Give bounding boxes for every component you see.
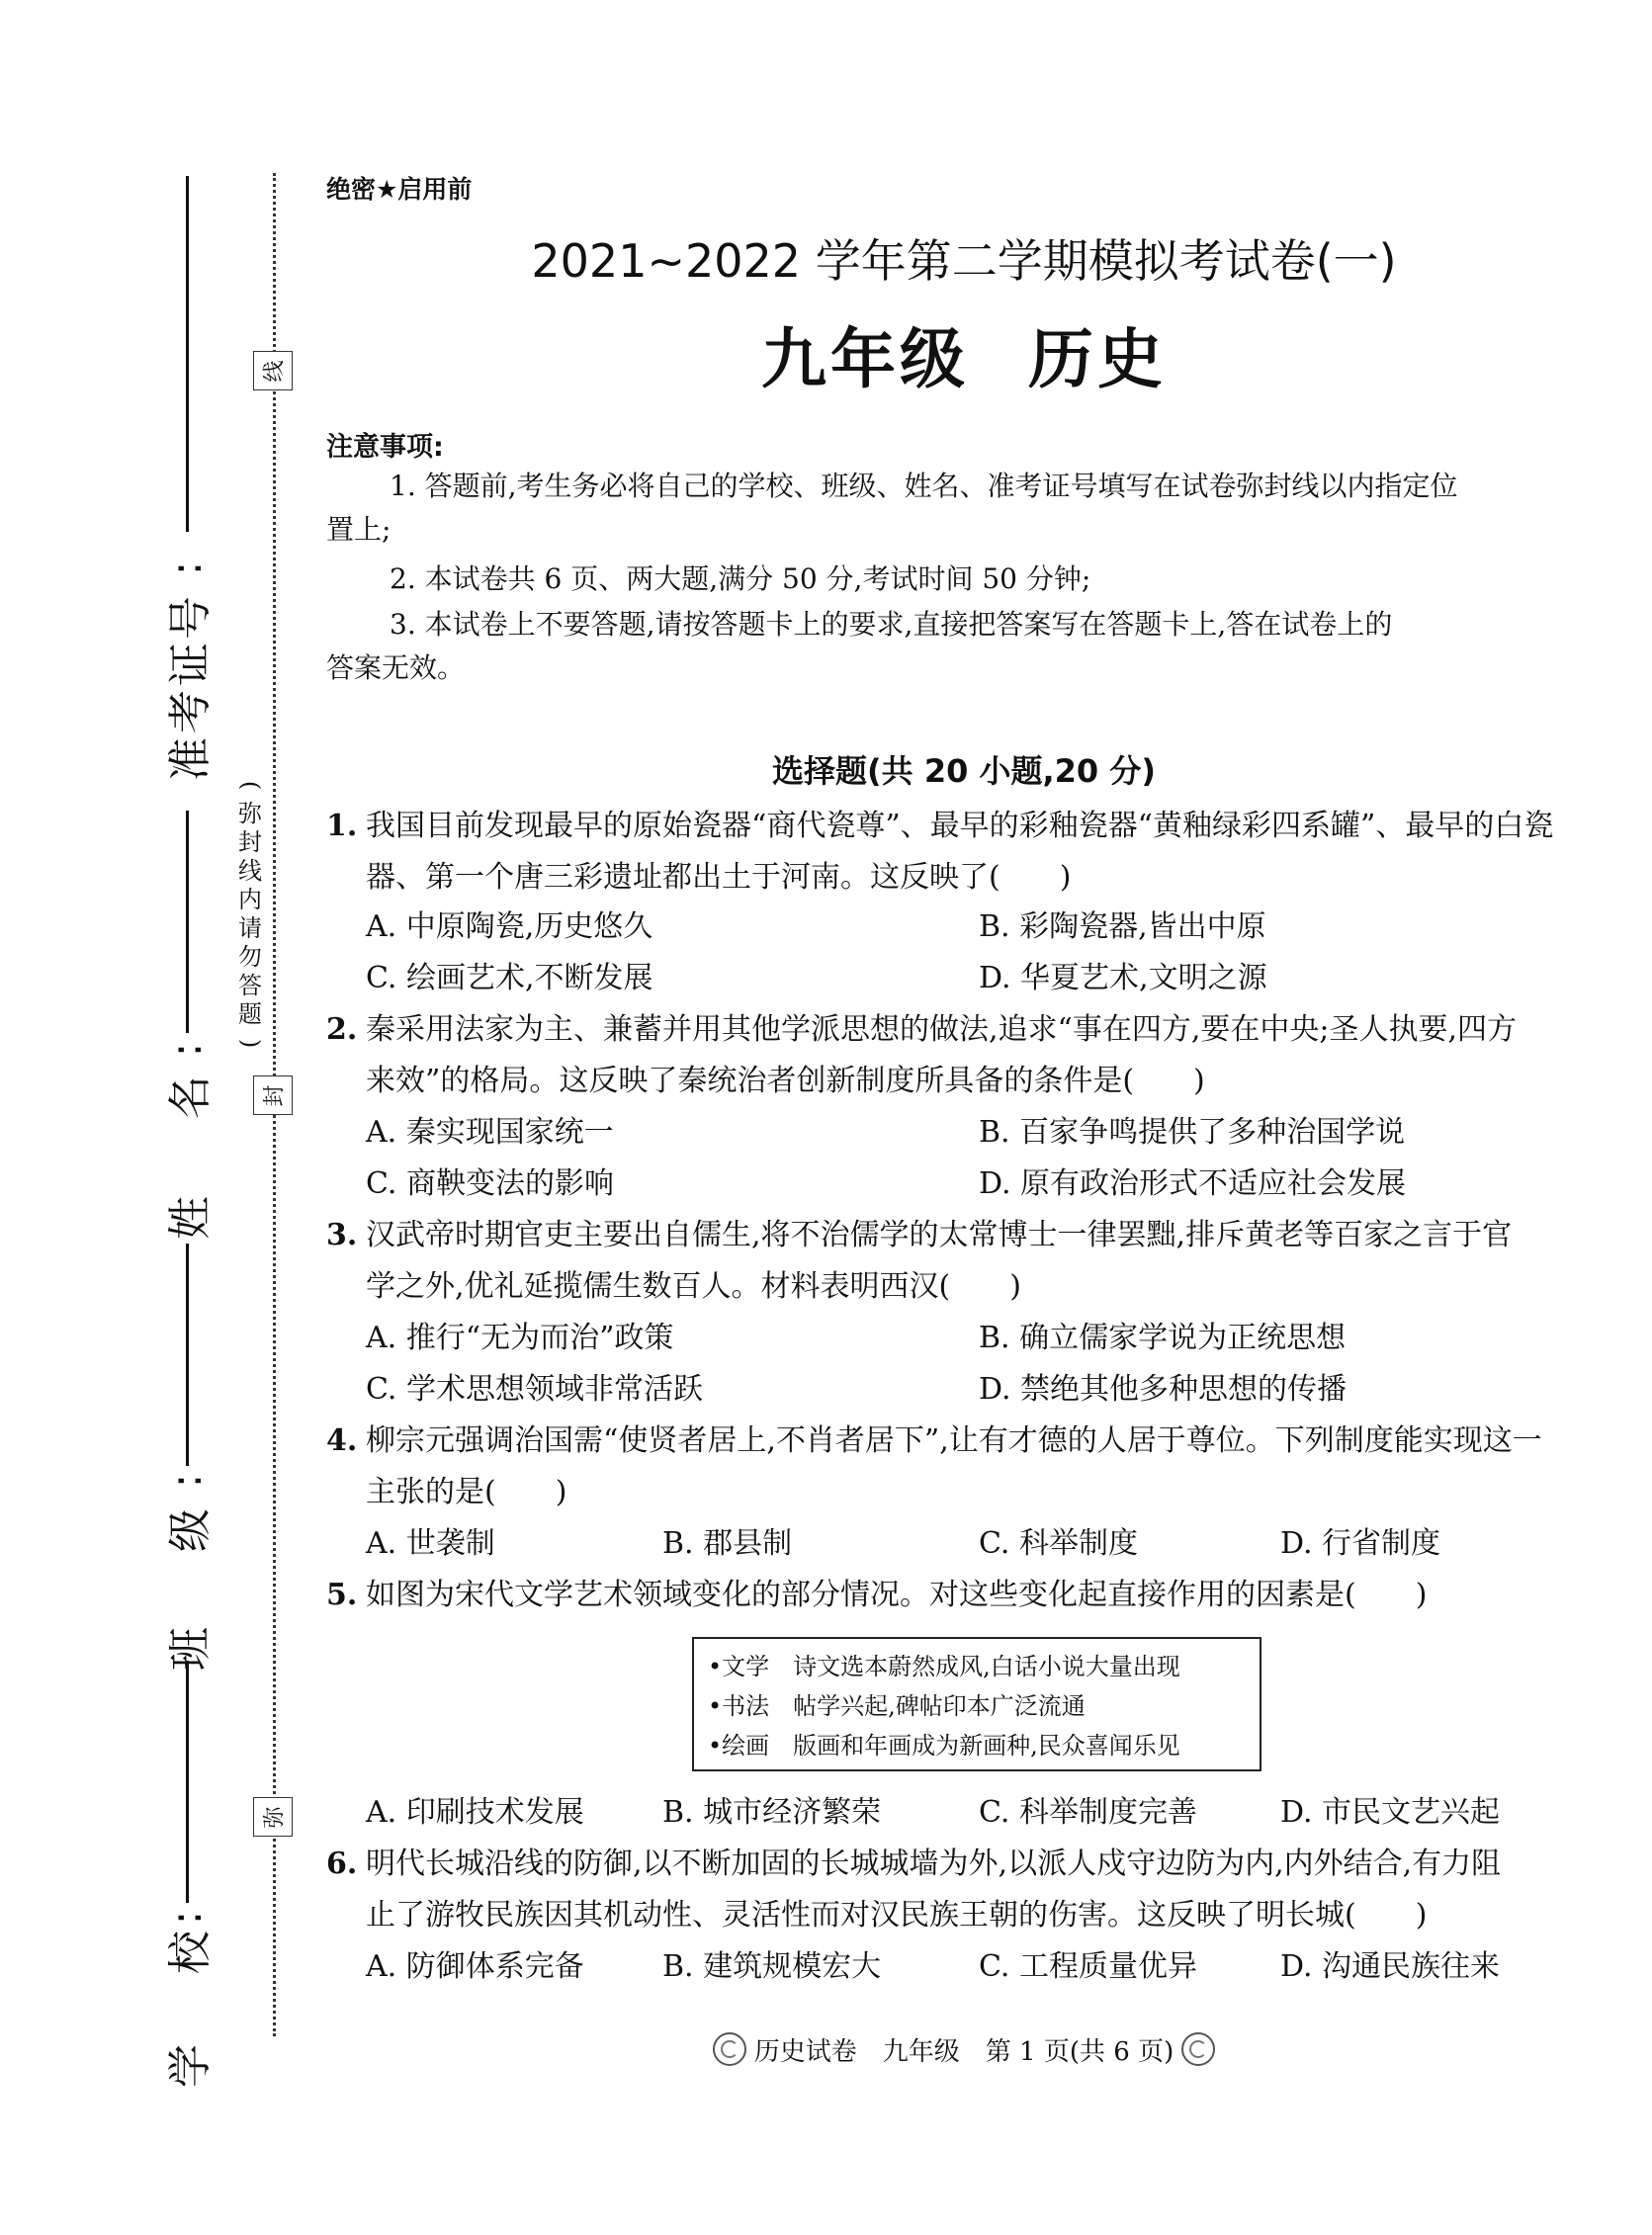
publisher-logo-icon [713, 2032, 746, 2066]
option-c[interactable]: C. 学术思想领域非常活跃 [366, 1372, 703, 1407]
option-a[interactable]: A. 推行“无为而治”政策 [366, 1321, 674, 1355]
option-a[interactable]: A. 防御体系完备 [366, 1949, 584, 1984]
page-footer: 历史试卷 九年级 第 1 页(共 6 页) [316, 2031, 1611, 2068]
option-d[interactable]: D. 沟通民族往来 [1280, 1949, 1501, 1984]
option-b[interactable]: B. 彩陶瓷器,皆出中原 [979, 909, 1266, 944]
question-5-options [366, 1787, 1611, 1839]
notice-heading: 注意事项: [326, 432, 444, 463]
option-c[interactable]: C. 商鞅变法的影响 [366, 1166, 614, 1201]
option-c[interactable]: C. 科举制度完善 [979, 1795, 1197, 1830]
question-2-options-2 [366, 1159, 1611, 1210]
secret-label: 绝密★启用前 [326, 175, 473, 204]
section-title: 选择题(共 20 小题,20 分) [772, 752, 1156, 790]
question-5-figure: •文学 诗文选本蔚然成风,白话小说大量出现 •书法 帖学兴起,碑帖印本广泛流通 •绘画 版画和年画成为新画种,民众喜闻乐见 [692, 1637, 1261, 1771]
option-a[interactable]: A. 印刷技术发展 [366, 1795, 584, 1830]
seal-mark-line: 线 [253, 351, 293, 390]
binding-margin: : 号 证 考 准 : 名 姓 : 级 班 : 校 学 线 封 弥 ( 弥 封 线 内 请 勿 答 题 ) [0, 0, 297, 2235]
question-2: 2. 秦采用法家为主、兼蓄并用其他学派思想的做法,追求“事在四方,要在中央;圣人执要,四方 来效”的格局。这反映了秦统治者创新制度所具备的条件是( ) [326, 1012, 1518, 1098]
class-line[interactable] [186, 1244, 189, 1466]
subject-label: 历史 [1028, 321, 1167, 397]
notice-item-2: 2. 本试卷共 6 页、两大题,满分 50 分,考试时间 50 分钟; [390, 562, 1091, 595]
option-d[interactable]: D. 市民文艺兴起 [1280, 1795, 1501, 1830]
question-4-options [366, 1518, 1611, 1570]
name-line[interactable] [186, 811, 189, 1033]
option-c[interactable]: C. 科举制度 [979, 1526, 1138, 1561]
question-6: 6. 明代长城沿线的防御,以不断加固的长城城墙为外,以派人戍守边防为内,内外结合,有力阻 止了游牧民族因其机动性、灵活性而对汉民族王朝的伤害。这反映了明长城( ) [326, 1847, 1502, 1933]
question-1: 1. 我国目前发现最早的原始瓷器“商代瓷尊”、最早的彩釉瓷器“黄釉绿彩四系罐”、最早的白瓷 器、第一个唐三彩遗址都出土于河南。这反映了( ) [326, 809, 1554, 895]
question-3-options-2 [366, 1364, 1611, 1416]
option-a[interactable]: A. 世袭制 [366, 1526, 495, 1561]
option-b[interactable]: B. 百家争鸣提供了多种治国学说 [979, 1115, 1406, 1150]
option-b[interactable]: B. 确立儒家学说为正统思想 [979, 1321, 1347, 1355]
option-b[interactable]: B. 城市经济繁荣 [662, 1795, 882, 1830]
question-4: 4. 柳宗元强调治国需“使贤者居上,不肖者居下”,让有才德的人居于尊位。下列制度能实现这一 主张的是( ) [326, 1423, 1542, 1509]
seal-note: ( 弥 封 线 内 请 勿 答 题 ) [236, 780, 265, 1049]
school-line[interactable] [186, 1661, 189, 1903]
option-b[interactable]: B. 郡县制 [662, 1526, 793, 1561]
question-1-options [366, 902, 1611, 953]
seal-mark-seal: 封 [253, 1075, 293, 1115]
question-5: 5. 如图为宋代文学艺术领域变化的部分情况。对这些变化起直接作用的因素是( ) [326, 1578, 1428, 1612]
grade-label: 九年级 [761, 321, 969, 397]
option-d[interactable]: D. 原有政治形式不适应社会发展 [979, 1166, 1407, 1201]
option-a[interactable]: A. 中原陶瓷,历史悠久 [366, 909, 653, 944]
question-3: 3. 汉武帝时期官吏主要出自儒生,将不治儒学的太常博士一律罢黜,排斥黄老等百家之言于官 学之外,优礼延揽儒生数百人。材料表明西汉( ) [326, 1218, 1513, 1304]
exam-title: 2021~2022 学年第二学期模拟考试卷(一) [531, 234, 1397, 288]
question-6-options [366, 1941, 1611, 1993]
option-c[interactable]: C. 工程质量优异 [979, 1949, 1197, 1984]
option-a[interactable]: A. 秦实现国家统一 [366, 1115, 614, 1150]
exam-id-line[interactable] [186, 176, 189, 532]
seal-mark-mi: 弥 [253, 1797, 293, 1837]
notice-item-1: 1. 答题前,考生务必将自己的学校、班级、姓名、准考证号填写在试卷弥封线以内指定位 置上; [326, 470, 1458, 546]
grade-subject-title [316, 306, 1611, 400]
question-3-options [366, 1313, 1611, 1364]
publisher-logo-icon [1181, 2032, 1215, 2066]
option-c[interactable]: C. 绘画艺术,不断发展 [366, 961, 653, 995]
option-b[interactable]: B. 建筑规模宏大 [662, 1949, 882, 1984]
option-d[interactable]: D. 华夏艺术,文明之源 [979, 961, 1267, 995]
notice-item-3: 3. 本试卷上不要答题,请按答题卡上的要求,直接把答案写在答题卡上,答在试卷上的 答案无效。 [326, 608, 1393, 684]
option-d[interactable]: D. 行省制度 [1280, 1526, 1441, 1561]
option-d[interactable]: D. 禁绝其他多种思想的传播 [979, 1372, 1348, 1407]
question-1-options-2 [366, 953, 1611, 1004]
question-2-options [366, 1107, 1611, 1159]
